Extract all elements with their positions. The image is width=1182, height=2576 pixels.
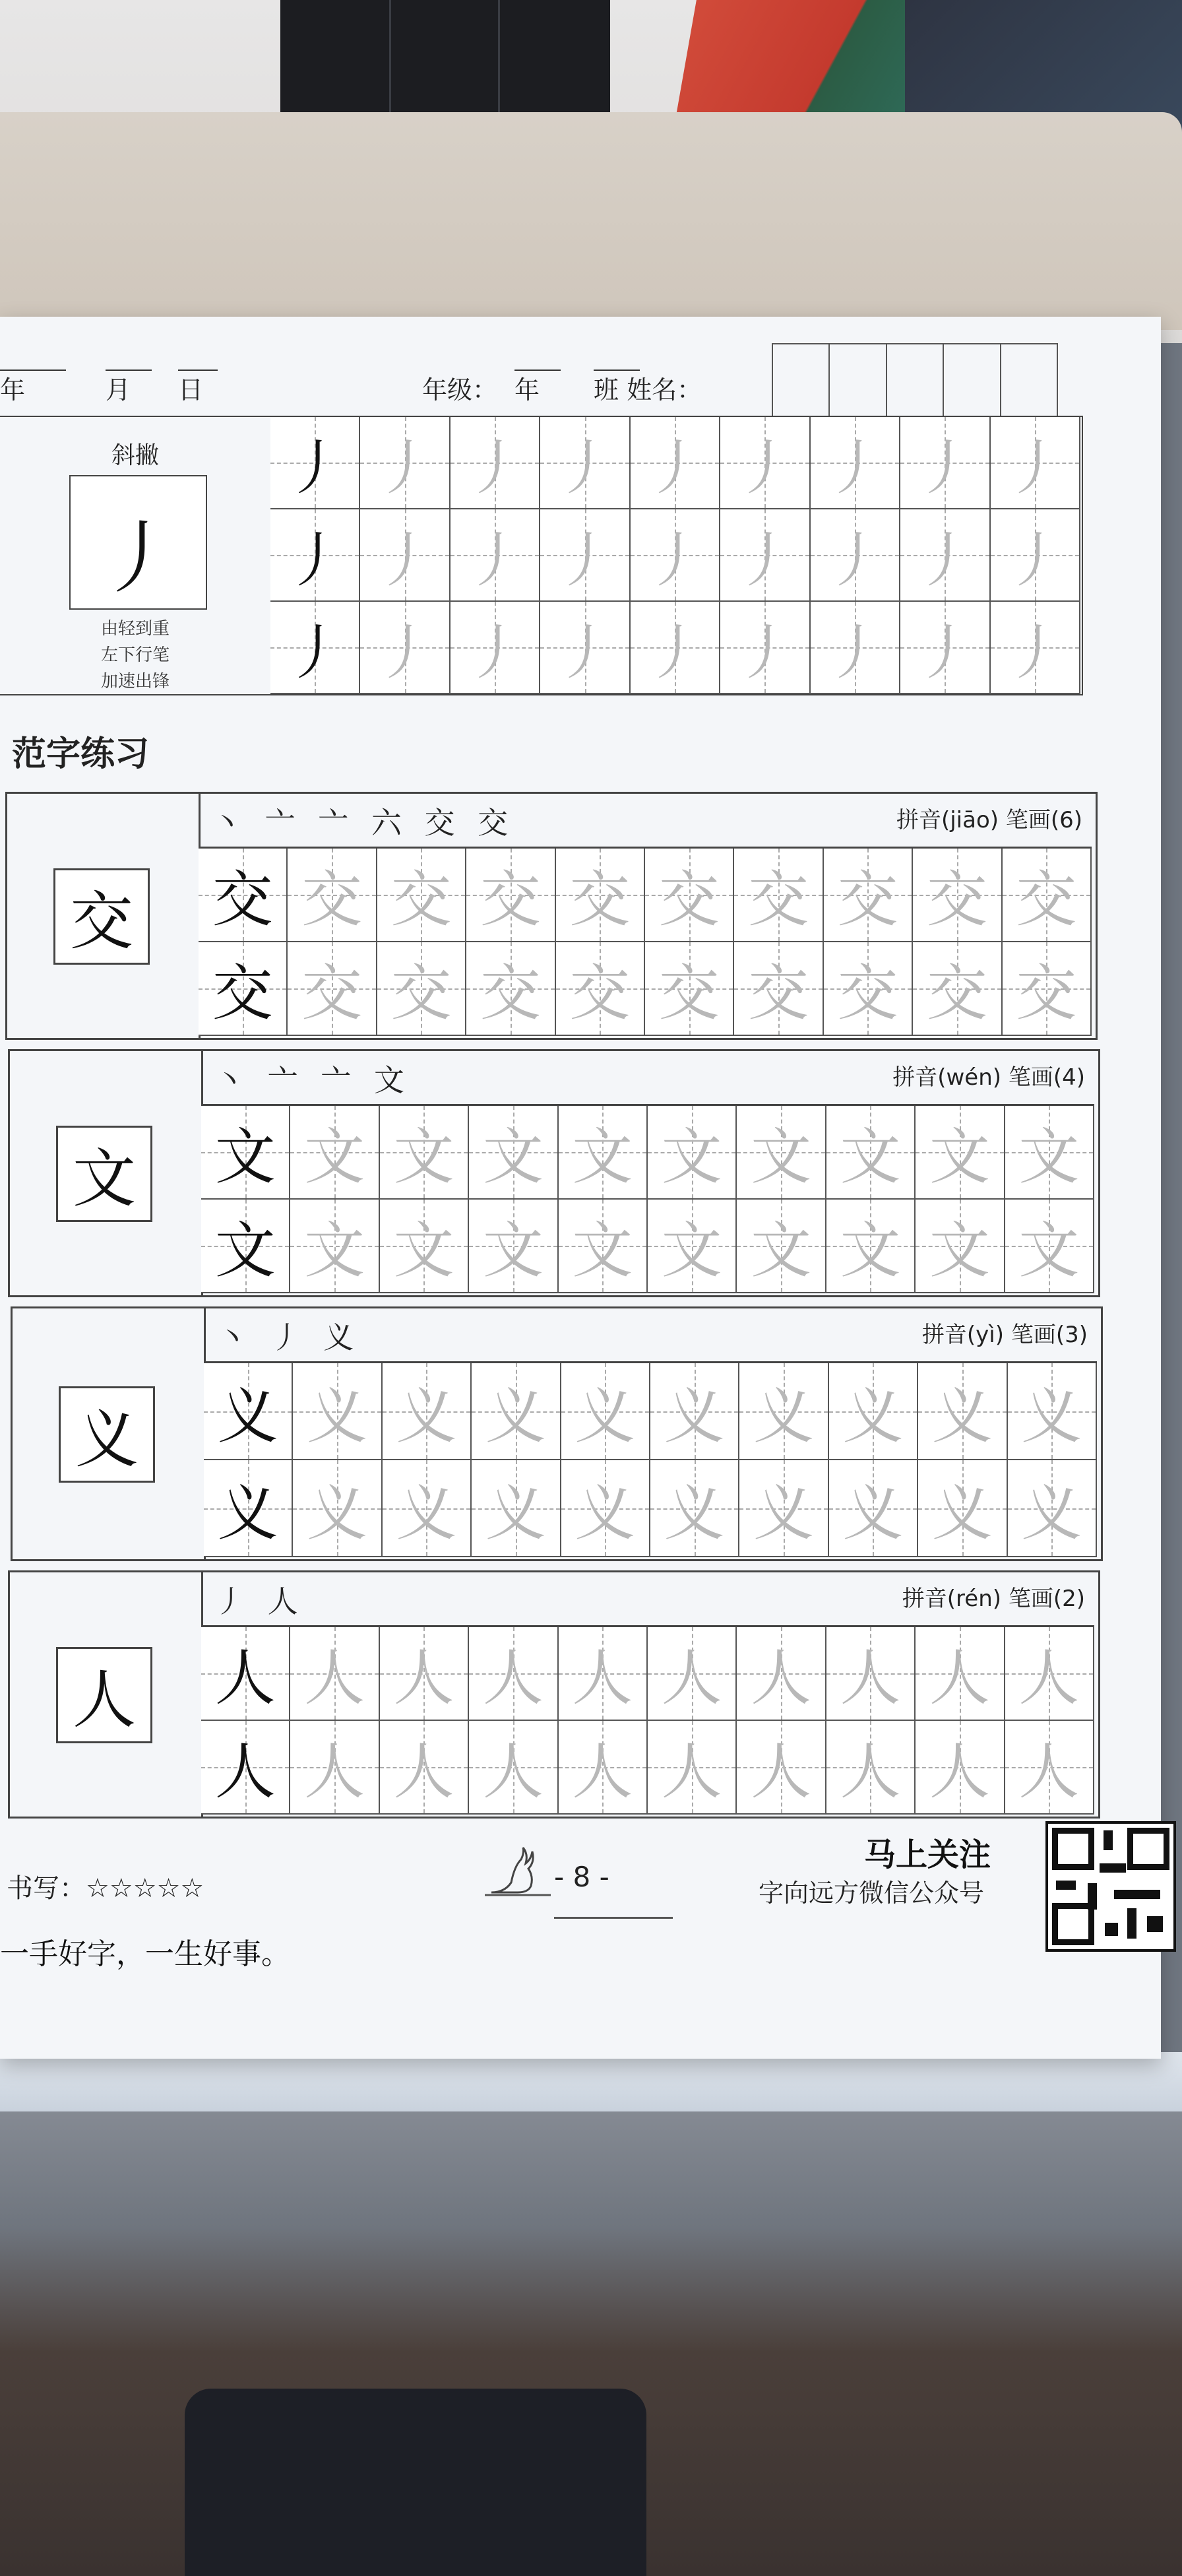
stroke-trace-glyph: 丿 [465, 618, 525, 688]
practice-cell[interactable] [288, 942, 377, 1036]
character-trace-glyph: 义 [664, 1380, 725, 1452]
stroke-trace-glyph: 丿 [555, 526, 615, 595]
stroke-trace-glyph: 丿 [555, 618, 615, 688]
character-trace-glyph: 文 [393, 1122, 454, 1192]
character-solid-glyph: 文 [214, 1215, 276, 1286]
date-month-label: 月 [106, 375, 131, 404]
character-model-box [56, 1126, 152, 1222]
pinyin-label: 拼音(jiāo) [896, 807, 999, 833]
pinyin-label: 拼音(rén) [902, 1586, 1002, 1612]
rating: 书写：☆☆☆☆☆ [7, 1873, 204, 1904]
character-model-glyph: 交 [70, 884, 133, 959]
character-trace-glyph: 文 [929, 1215, 990, 1286]
practice-cell[interactable] [204, 1363, 293, 1460]
stroke-glyph: 丿 [98, 513, 178, 604]
practice-cell[interactable] [1008, 1460, 1097, 1557]
stroke-practice-cell[interactable] [360, 509, 450, 602]
practice-cell[interactable] [913, 942, 1002, 1036]
character-trace-glyph: 文 [661, 1122, 722, 1192]
stroke-trace-glyph: 丿 [375, 434, 435, 503]
stroke-practice-cell[interactable] [811, 602, 900, 694]
character-trace-glyph: 义 [931, 1477, 993, 1549]
character-trace-glyph: 交 [480, 864, 541, 935]
character-practice-grid[interactable] [201, 1104, 1094, 1293]
character-trace-glyph: 交 [748, 864, 809, 935]
practice-cell[interactable] [561, 1460, 650, 1557]
character-trace-glyph: 交 [1016, 864, 1077, 935]
character-trace-glyph: 义 [931, 1380, 993, 1452]
practice-cell[interactable] [1005, 1627, 1094, 1721]
character-trace-glyph: 义 [307, 1380, 368, 1452]
character-solid-glyph: 交 [212, 958, 273, 1029]
practice-cell[interactable] [380, 1200, 469, 1293]
stroke-practice-cell[interactable] [811, 417, 900, 509]
page-number-text: - 8 - [554, 1861, 609, 1893]
stroke-trace-glyph: 丿 [735, 434, 795, 503]
character-trace-glyph: 交 [569, 958, 631, 1029]
character-trace-glyph: 义 [307, 1477, 368, 1549]
practice-cell[interactable] [290, 1721, 379, 1815]
practice-cell[interactable] [648, 1200, 737, 1293]
stroke-info [0, 417, 272, 694]
stroke-model-glyph: 丿 [285, 526, 345, 595]
qr-code[interactable] [1045, 1821, 1176, 1952]
stroke-note-2: 左下行笔 [100, 645, 170, 665]
practice-cell[interactable] [559, 1721, 648, 1815]
stroke-trace-glyph: 丿 [644, 618, 704, 688]
practice-cell[interactable] [383, 1460, 472, 1557]
stroke-practice-cell[interactable] [540, 417, 630, 509]
stroke-note-3: 加速出锋 [100, 672, 170, 692]
stroke-practice-cell[interactable] [720, 509, 810, 602]
character-practice-grid[interactable] [204, 1361, 1097, 1557]
practice-cell[interactable] [466, 942, 555, 1036]
stroke-practice-cell[interactable] [451, 602, 540, 694]
practice-cell[interactable] [556, 849, 645, 942]
practice-cell[interactable] [559, 1200, 648, 1293]
character-trace-glyph: 文 [929, 1122, 990, 1192]
practice-cell[interactable] [472, 1363, 561, 1460]
stroke-trace-glyph: 丿 [1005, 618, 1065, 688]
character-trace-glyph: 人 [482, 1737, 544, 1807]
practice-cell[interactable] [377, 849, 466, 942]
stroke-trace-glyph: 丿 [735, 526, 795, 595]
practice-cell[interactable] [739, 1363, 828, 1460]
character-trace-glyph: 人 [661, 1643, 722, 1714]
stroke-trace-glyph: 丿 [375, 618, 435, 688]
character-trace-glyph: 交 [926, 958, 987, 1029]
stroke-trace-glyph: 丿 [824, 526, 885, 595]
practice-cell[interactable] [380, 1627, 469, 1721]
stroke-order: 丶 丿 义 [217, 1320, 361, 1355]
character-trace-glyph: 义 [753, 1477, 815, 1549]
practice-cell[interactable] [1003, 942, 1092, 1036]
stroke-name: 斜撇 [111, 442, 159, 469]
character-trace-glyph: 交 [837, 958, 898, 1029]
practice-cell[interactable] [916, 1721, 1005, 1815]
practice-cell[interactable] [826, 1200, 916, 1293]
character-trace-glyph: 交 [658, 958, 720, 1029]
stroke-count-label: 笔画(6) [1005, 807, 1082, 833]
character-trace-glyph: 义 [485, 1477, 546, 1549]
practice-cell[interactable] [469, 1106, 558, 1200]
stroke-practice-cell[interactable] [540, 602, 630, 694]
rabbit-icon [485, 1846, 551, 1899]
name-boxes[interactable] [772, 343, 1058, 418]
character-model-area [13, 1308, 206, 1559]
practice-cell[interactable] [739, 1460, 828, 1557]
stroke-practice-grid[interactable] [270, 417, 1080, 694]
character-trace-glyph: 义 [575, 1380, 636, 1452]
date-year-label: 年 [0, 375, 26, 404]
character-trace-glyph: 文 [751, 1122, 812, 1192]
stroke-trace-glyph: 丿 [644, 526, 704, 595]
practice-cell[interactable] [829, 1363, 918, 1460]
worksheet [0, 317, 1161, 2059]
character-meta [892, 1059, 1085, 1091]
stroke-trace-glyph: 丿 [1005, 526, 1065, 595]
practice-cell[interactable] [648, 1721, 737, 1815]
stroke-trace-glyph: 丿 [1005, 434, 1065, 503]
stroke-trace-glyph: 丿 [735, 618, 795, 688]
stroke-practice-cell[interactable] [631, 509, 720, 602]
stroke-trace-glyph: 丿 [915, 526, 975, 595]
stroke-practice-cell[interactable] [811, 509, 900, 602]
follow-title: 马上关注 [864, 1836, 991, 1873]
character-trace-glyph: 文 [840, 1215, 901, 1286]
stroke-order: 丶 亠 亠 文 [214, 1062, 411, 1098]
practice-cell[interactable] [1003, 849, 1092, 942]
pinyin-label: 拼音(yì) [921, 1322, 1005, 1348]
stroke-trace-glyph: 丿 [375, 526, 435, 595]
stroke-count-label: 笔画(4) [1008, 1064, 1085, 1091]
character-model-glyph: 人 [73, 1663, 136, 1737]
character-trace-glyph: 人 [751, 1643, 812, 1714]
practice-cell[interactable] [650, 1460, 739, 1557]
practice-cell[interactable] [199, 942, 288, 1036]
clipboard [0, 112, 1182, 330]
character-trace-glyph: 文 [482, 1215, 544, 1286]
stroke-trace-glyph: 丿 [824, 434, 885, 503]
practice-cell[interactable] [469, 1627, 558, 1721]
stroke-trace-glyph: 丿 [824, 618, 885, 688]
character-trace-glyph: 人 [929, 1737, 990, 1807]
follow-subtitle: 字向远方微信公众号 [759, 1879, 985, 1908]
character-meta [922, 1316, 1088, 1349]
character-trace-glyph: 文 [572, 1122, 633, 1192]
character-trace-glyph: 义 [575, 1477, 636, 1549]
stroke-practice-cell[interactable] [270, 602, 360, 694]
practice-cell[interactable] [556, 942, 645, 1036]
character-trace-glyph: 义 [1021, 1477, 1082, 1549]
character-practice-grid[interactable] [201, 1625, 1094, 1815]
stroke-practice-cell[interactable] [451, 509, 540, 602]
stroke-trace-glyph: 丿 [915, 434, 975, 503]
stroke-model-glyph: 丿 [285, 434, 345, 503]
solar-panel [280, 0, 610, 119]
practice-cell[interactable] [469, 1721, 558, 1815]
character-trace-glyph: 文 [393, 1215, 454, 1286]
stroke-practice-cell[interactable] [270, 509, 360, 602]
stroke-model-glyph: 丿 [285, 618, 345, 688]
character-trace-glyph: 人 [304, 1737, 365, 1807]
practice-cell[interactable] [918, 1363, 1007, 1460]
character-trace-glyph: 义 [1021, 1380, 1082, 1452]
character-meta [896, 802, 1082, 834]
character-trace-glyph: 文 [661, 1215, 722, 1286]
practice-cell[interactable] [201, 1200, 290, 1293]
stroke-practice-cell[interactable] [540, 509, 630, 602]
stroke-practice-cell[interactable] [720, 417, 810, 509]
character-model-glyph: 义 [75, 1402, 139, 1477]
character-trace-glyph: 交 [569, 864, 631, 935]
practice-cell[interactable] [290, 1200, 379, 1293]
character-block [8, 1570, 1100, 1819]
stroke-trace-glyph: 丿 [465, 434, 525, 503]
character-trace-glyph: 义 [753, 1380, 815, 1452]
character-solid-glyph: 人 [214, 1643, 276, 1714]
character-model-area [10, 1572, 203, 1817]
character-trace-glyph: 交 [301, 958, 363, 1029]
practice-cell[interactable] [916, 1627, 1005, 1721]
stroke-practice-cell[interactable] [270, 417, 360, 509]
practice-cell[interactable] [913, 849, 1002, 942]
practice-cell[interactable] [916, 1200, 1005, 1293]
practice-cell[interactable] [826, 1106, 916, 1200]
character-trace-glyph: 交 [390, 864, 452, 935]
character-trace-glyph: 交 [301, 864, 363, 935]
practice-cell[interactable] [824, 942, 913, 1036]
stroke-count-label: 笔画(2) [1008, 1586, 1085, 1612]
character-trace-glyph: 人 [1018, 1643, 1080, 1714]
stroke-trace-glyph: 丿 [644, 434, 704, 503]
red-box [675, 0, 934, 119]
stroke-order: 丿 人 [214, 1584, 305, 1619]
character-model-area [7, 794, 201, 1038]
character-trace-glyph: 文 [482, 1122, 544, 1192]
practice-cell[interactable] [1005, 1106, 1094, 1200]
character-trace-glyph: 人 [840, 1737, 901, 1807]
practice-cell[interactable] [290, 1627, 379, 1721]
character-trace-glyph: 人 [572, 1737, 633, 1807]
practice-cell[interactable] [380, 1721, 469, 1815]
practice-cell[interactable] [559, 1627, 648, 1721]
practice-cell[interactable] [469, 1200, 558, 1293]
character-trace-glyph: 义 [664, 1477, 725, 1549]
practice-cell[interactable] [650, 1363, 739, 1460]
character-trace-glyph: 交 [748, 958, 809, 1029]
practice-cell[interactable] [380, 1106, 469, 1200]
practice-cell[interactable] [826, 1721, 916, 1815]
character-trace-glyph: 交 [658, 864, 720, 935]
character-solid-glyph: 义 [217, 1477, 278, 1549]
practice-cell[interactable] [737, 1627, 826, 1721]
character-trace-glyph: 交 [390, 958, 452, 1029]
stroke-trace-glyph: 丿 [465, 526, 525, 595]
practice-cell[interactable] [1005, 1721, 1094, 1815]
stroke-practice-cell[interactable] [360, 602, 450, 694]
character-trace-glyph: 人 [304, 1643, 365, 1714]
practice-cell[interactable] [472, 1460, 561, 1557]
stroke-practice-cell[interactable] [900, 602, 990, 694]
character-trace-glyph: 义 [396, 1477, 457, 1549]
practice-cell[interactable] [645, 849, 734, 942]
character-model-box [53, 868, 150, 965]
stroke-trace-glyph: 丿 [555, 434, 615, 503]
practice-cell[interactable] [826, 1627, 916, 1721]
character-trace-glyph: 文 [304, 1215, 365, 1286]
dark-bag [185, 2389, 646, 2576]
character-trace-glyph: 人 [751, 1737, 812, 1807]
stroke-practice-section [0, 416, 1083, 695]
character-solid-glyph: 人 [214, 1737, 276, 1807]
character-trace-glyph: 人 [393, 1737, 454, 1807]
character-block [5, 792, 1098, 1040]
character-trace-glyph: 义 [842, 1477, 904, 1549]
practice-cell[interactable] [377, 942, 466, 1036]
character-trace-glyph: 义 [396, 1380, 457, 1452]
practice-cell[interactable] [737, 1106, 826, 1200]
character-model-box [56, 1647, 152, 1743]
character-trace-glyph: 文 [304, 1122, 365, 1192]
class-name-label: 班 姓名： [594, 375, 702, 404]
stroke-model-box [69, 475, 207, 610]
character-trace-glyph: 义 [842, 1380, 904, 1452]
character-model-box [59, 1386, 155, 1483]
practice-cell[interactable] [383, 1363, 472, 1460]
character-model-glyph: 文 [73, 1142, 136, 1216]
stroke-practice-cell[interactable] [451, 417, 540, 509]
practice-cell[interactable] [737, 1200, 826, 1293]
stroke-practice-cell[interactable] [991, 417, 1080, 509]
practice-cell[interactable] [293, 1363, 382, 1460]
stroke-order: 丶 亠 亠 六 交 交 [212, 805, 515, 841]
stroke-practice-cell[interactable] [720, 602, 810, 694]
stroke-count-label: 笔画(3) [1011, 1322, 1088, 1348]
character-trace-glyph: 文 [1018, 1215, 1080, 1286]
character-solid-glyph: 义 [217, 1380, 278, 1452]
practice-cell[interactable] [829, 1460, 918, 1557]
grade-year-label: 年 [514, 375, 540, 404]
practice-cell[interactable] [561, 1363, 650, 1460]
stroke-practice-cell[interactable] [360, 417, 450, 509]
grade-label: 年级： [422, 375, 498, 404]
worksheet-header [0, 363, 1121, 409]
character-meta [902, 1580, 1085, 1613]
character-trace-glyph: 义 [485, 1380, 546, 1452]
character-trace-glyph: 人 [572, 1643, 633, 1714]
stroke-practice-cell[interactable] [900, 417, 990, 509]
stroke-trace-glyph: 丿 [915, 618, 975, 688]
character-trace-glyph: 人 [393, 1643, 454, 1714]
practice-cell[interactable] [293, 1460, 382, 1557]
character-trace-glyph: 交 [480, 958, 541, 1029]
practice-cell[interactable] [1005, 1200, 1094, 1293]
character-trace-glyph: 文 [840, 1122, 901, 1192]
practice-cell[interactable] [645, 942, 734, 1036]
character-trace-glyph: 交 [837, 864, 898, 935]
character-trace-glyph: 人 [929, 1643, 990, 1714]
practice-cell[interactable] [199, 849, 288, 942]
character-trace-glyph: 人 [661, 1737, 722, 1807]
practice-cell[interactable] [916, 1106, 1005, 1200]
practice-cell[interactable] [290, 1106, 379, 1200]
character-trace-glyph: 文 [751, 1215, 812, 1286]
character-trace-glyph: 文 [1018, 1122, 1080, 1192]
practice-cell[interactable] [466, 849, 555, 942]
stroke-practice-cell[interactable] [631, 602, 720, 694]
character-model-area [10, 1051, 203, 1295]
character-trace-glyph: 人 [1018, 1737, 1080, 1807]
character-trace-glyph: 交 [926, 864, 987, 935]
practice-cell[interactable] [204, 1460, 293, 1557]
character-block [11, 1306, 1103, 1561]
practice-cell[interactable] [648, 1627, 737, 1721]
practice-cell[interactable] [737, 1721, 826, 1815]
character-trace-glyph: 人 [482, 1643, 544, 1714]
character-trace-glyph: 人 [840, 1643, 901, 1714]
character-block [8, 1049, 1100, 1297]
character-trace-glyph: 交 [1016, 958, 1077, 1029]
character-trace-glyph: 文 [572, 1215, 633, 1286]
practice-cell[interactable] [734, 942, 823, 1036]
character-solid-glyph: 交 [212, 864, 273, 935]
date-day-label: 日 [178, 375, 204, 404]
practice-cell[interactable] [288, 849, 377, 942]
practice-cell[interactable] [1008, 1363, 1097, 1460]
character-solid-glyph: 文 [214, 1122, 276, 1192]
practice-cell[interactable] [648, 1106, 737, 1200]
stroke-practice-cell[interactable] [900, 509, 990, 602]
stroke-practice-cell[interactable] [991, 509, 1080, 602]
stroke-practice-cell[interactable] [991, 602, 1080, 694]
section-title: 范字练习 [12, 734, 150, 774]
paper-stack-edge [0, 2052, 1182, 2111]
practice-cell[interactable] [201, 1721, 290, 1815]
pinyin-label: 拼音(wén) [892, 1064, 1002, 1091]
stroke-note-1: 由轻到重 [100, 619, 170, 639]
stroke-practice-cell[interactable] [631, 417, 720, 509]
practice-cell[interactable] [918, 1460, 1007, 1557]
page-number [554, 1861, 673, 1925]
character-practice-grid[interactable] [199, 847, 1092, 1036]
practice-cell[interactable] [559, 1106, 648, 1200]
practice-cell[interactable] [201, 1106, 290, 1200]
practice-cell[interactable] [824, 849, 913, 942]
practice-cell[interactable] [201, 1627, 290, 1721]
motto: 一手好字，一生好事。 [0, 1937, 290, 1971]
practice-cell[interactable] [734, 849, 823, 942]
